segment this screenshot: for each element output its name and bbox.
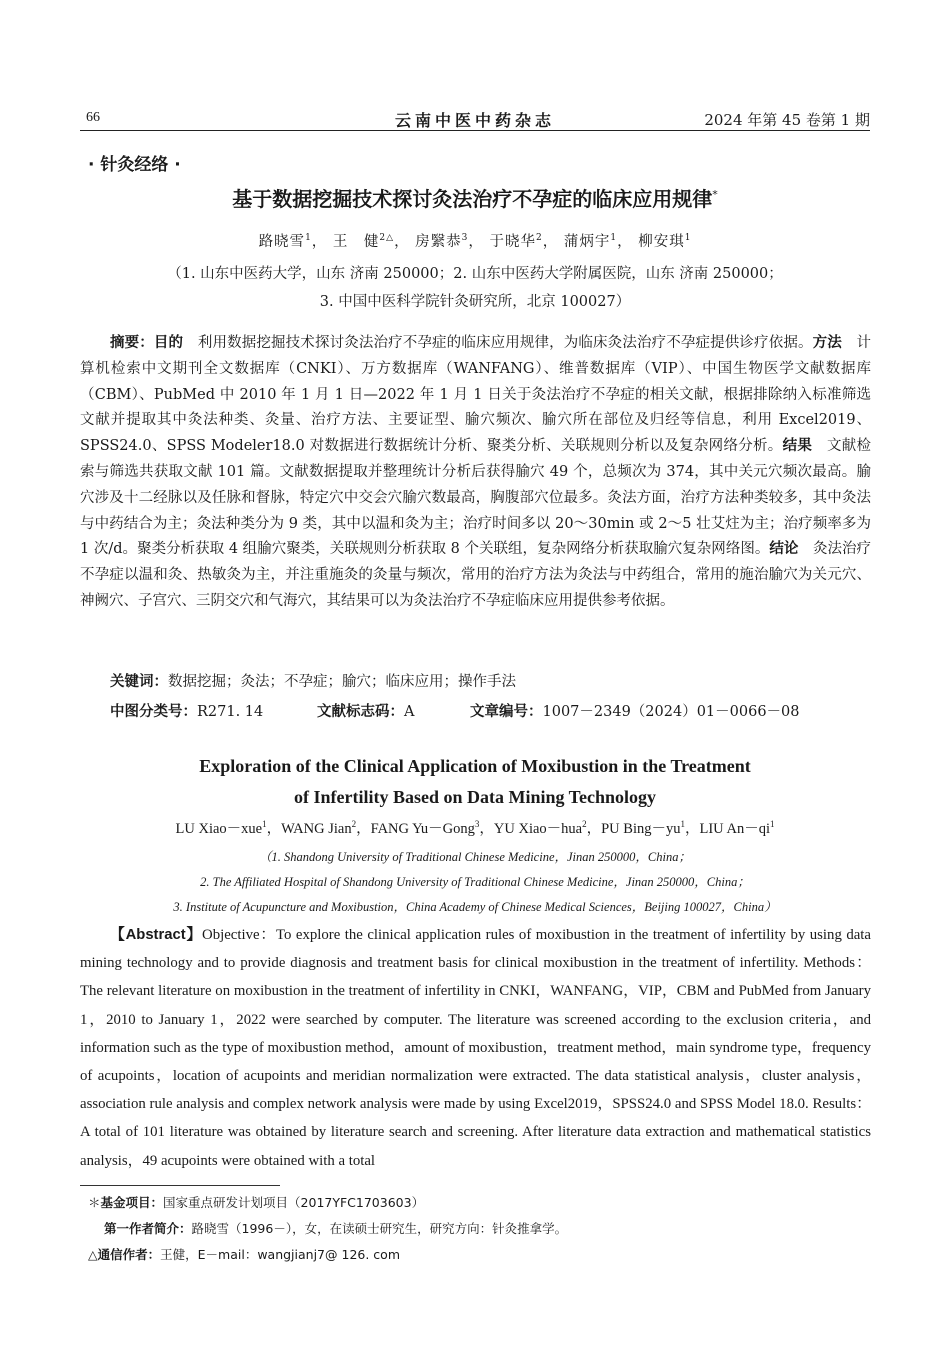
authors-cn: 路晓雪$^1$， 王 健$^{2\triangle}$， 房繄恭$^3$， 于晓华$^2$， 蒲炳宇$^1$， 柳安琪$^1$ — [258, 233, 692, 250]
author: LU Xiao－xue — [175, 821, 263, 837]
fund-mark: ＊ — [88, 1195, 101, 1210]
authors-en: LU Xiao－xue$^1$，WANG Jian$^2$，FANG Yu－Gong$^3$，YU Xiao－hua$^2$，PU $Bing-yu^1$，LIU $An-qi^1$ — [175, 819, 775, 837]
clc-value: R271. 14 — [197, 704, 264, 720]
abstract-cn — [80, 331, 871, 615]
affiliation-en-line: 3. Institute of Acupuncture and Moxibustion，China Academy of Chinese Medical Sciences，Beijing 100027，China） — [173, 900, 777, 914]
abstract-en — [80, 921, 871, 1175]
footnote-correspondence — [88, 1245, 400, 1263]
author: 王 健 — [332, 234, 380, 250]
affiliation-en-line: （1. Shandong University of Traditional Chinese Medicine，Jinan 250000，China； — [259, 850, 691, 864]
section-label: · 针灸经络 · — [88, 155, 181, 175]
author-affiliation: 1 — [769, 819, 775, 830]
doc-value: A — [404, 704, 415, 720]
author: YU Xiao－hua — [493, 821, 583, 837]
author-affiliation: 1 — [680, 819, 685, 830]
article-value: 1007－2349（2024）01－0066－08 — [542, 704, 800, 720]
footnote-fund — [88, 1193, 424, 1211]
issue-info: 2024 年第 45 卷第 1 期 — [704, 111, 870, 129]
journal-name: 云南中医中药杂志 — [394, 111, 555, 130]
first-author-text: 路晓雪（1996－），女，在读硕士研究生，研究方向：针灸推拿学。 — [191, 1221, 568, 1236]
corr-label: 通信作者： — [97, 1247, 161, 1262]
affiliation-cn-line: 3. 中国中医科学院针灸研究所，北京 100027） — [319, 294, 631, 310]
author-affiliation: 3 — [461, 233, 469, 244]
fund-text: 国家重点研发计划项目（2017YFC1703603） — [163, 1195, 425, 1210]
author-affiliation: 3 — [474, 819, 480, 830]
conclusion-text: 灸法治疗不孕症以温和灸、热敏灸为主，并注重施灸的灸量与频次，常用的治疗方法为灸法与中药组合，常用的施治腧穴为关元穴、神阙穴、子宫穴、三阴交穴和气海穴，其结果可以为灸法治疗不孕症临床应用提供参考依据。 — [80, 541, 872, 609]
author-affiliation: 2 — [582, 819, 587, 830]
running-header — [80, 108, 870, 131]
clc-number — [110, 700, 263, 721]
abstract-label: 摘要： — [110, 335, 154, 351]
affiliation-en-line: 2. The Affiliated Hospital of Shandong University of Traditional Chinese Medicine，Jinan 250000，China； — [200, 875, 750, 889]
author-affiliation: 1 — [684, 233, 692, 244]
corr-text: 王健，E－mail：wangjianj7@ 126. com — [160, 1247, 400, 1262]
results-text: 文献检索与筛选共获取文献 101 篇。文献数据提取并整理统计分析后获得腧穴 49 个，总频次为 374，其中关元穴频次最高。腧穴涉及十二经脉以及任脉和督脉，特定穴中交会穴腧穴数最高，胸腹部穴位最多。灸法方面，治疗方法种类较多，其中灸法与中药结合为主；灸法种类分为 9 类，其中以温和灸为主；治疗时间多以 20～30min 或 2～5 壮艾炷为主；治疗频率多为 1 次/d。聚类分析获取 4 组腧穴聚类，关联规则分析获取 8 个关联组，复杂网络分析获取腧穴复杂网络图。 — [80, 438, 871, 558]
abstract-en-text: Objective：To explore the clinical application rules of moxibustion in the treatment of infertility by using data mining technology and to provide diagnosis and treatment basis for clinical moxibustion in the treatment of infertility. Methods：The relevant literature on moxibustion in the treatment of infertility in CNKI，WANFANG，VIP，CBM and PubMed from January 1，2010 to January 1，2022 were searched by computer. The literature was screened according to the exclusion criteria，and information such as the type of moxibustion method，amount of moxibustion，treatment method，main syndrome type，frequency of acupoints，location of acupoints and meridian normalization were extracted. The data statistical analysis，cluster analysis，association rule analysis and complex network analysis were made by using Excel2019，SPSS24.0 and SPSS Model 18.0. Results：A total of 101 literature was obtained by literature search and screening. After literature data extraction and mathematical statistics analysis，49 acupoints were obtained with a total — [80, 927, 871, 1169]
keywords-label: 关键词： — [110, 674, 168, 690]
author-affiliation: 2 — [536, 233, 543, 244]
page-number: 66 — [86, 110, 100, 125]
fund-label: 基金项目： — [100, 1195, 164, 1210]
author-affiliation: 1 — [610, 233, 618, 244]
author-affiliation: 2△ — [379, 233, 395, 244]
title-fund-mark: * — [712, 188, 718, 201]
title-text: 基于数据挖掘技术探讨灸法治疗不孕症的临床应用规律 — [232, 187, 713, 211]
article-number — [470, 700, 800, 721]
author-affiliation: 2 — [351, 819, 357, 830]
author: 蒲炳宇 — [563, 234, 611, 250]
first-author-label: 第一作者简介： — [104, 1221, 192, 1236]
author: PU Bing－yu — [601, 821, 681, 837]
methods-text: 计算机检索中文期刊全文数据库（CNKI）、万方数据库（WANFANG）、维普数据库（VIP）、中国生物医学文献数据库（CBM）、PubMed 中 2010 年 1 月 1 日—2022 年 1 月 1 日关于灸法治疗不孕症的相关文献，根据排除纳入标准筛选文献并提取其中灸法种类、灸量、治疗方法、主要证型、腧穴频次、腧穴所在部位及归经等信息，利用 Excel2019、SPSS24.0、SPSS Modeler18.0 对数据进行数据统计分析、聚类分析、关联规则分析以及复杂网络分析。 — [80, 335, 872, 455]
affiliation-cn-line: （1. 山东中医药大学，山东 济南 250000；2. 山东中医药大学附属医院，山东 济南 250000； — [167, 266, 783, 282]
conclusion-label: 结论 — [769, 541, 799, 558]
objective-text: 利用数据挖掘技术探讨灸法治疗不孕症的临床应用规律，为临床灸法治疗不孕症提供诊疗依据。 — [197, 335, 813, 351]
document-code — [317, 700, 414, 721]
author: 柳安琪 — [638, 234, 685, 250]
author: 于晓华 — [489, 234, 537, 250]
keywords — [110, 670, 516, 691]
objective-label: 目的 — [153, 335, 184, 351]
footnote-divider — [80, 1185, 280, 1186]
author: LIU An－qi — [699, 821, 770, 837]
abstract-en-label: 【Abstract】 — [110, 927, 203, 943]
keywords-text: 数据挖掘；灸法；不孕症；腧穴；临床应用；操作手法 — [168, 674, 516, 690]
author-affiliation: 1 — [262, 819, 267, 830]
author: 房繄恭 — [415, 234, 462, 250]
author: WANG Jian — [281, 821, 352, 837]
article-title-en-line: Exploration of the Clinical Application of Moxibustion in the Treatment — [199, 756, 751, 776]
article-title-en-line: of Infertility Based on Data Mining Technology — [293, 787, 657, 807]
author: FANG Yu－Gong — [370, 821, 475, 837]
corr-mark: △ — [88, 1247, 98, 1262]
author-affiliation: 1 — [305, 233, 312, 244]
article-title-cn — [0, 183, 950, 212]
article-label: 文章编号： — [470, 704, 543, 720]
author: 路晓雪 — [258, 234, 306, 250]
results-label: 结果 — [782, 438, 813, 455]
methods-label: 方法 — [812, 335, 842, 351]
doc-label: 文献标志码： — [317, 704, 404, 720]
clc-label: 中图分类号： — [110, 704, 197, 720]
footnote-first-author — [104, 1219, 567, 1237]
